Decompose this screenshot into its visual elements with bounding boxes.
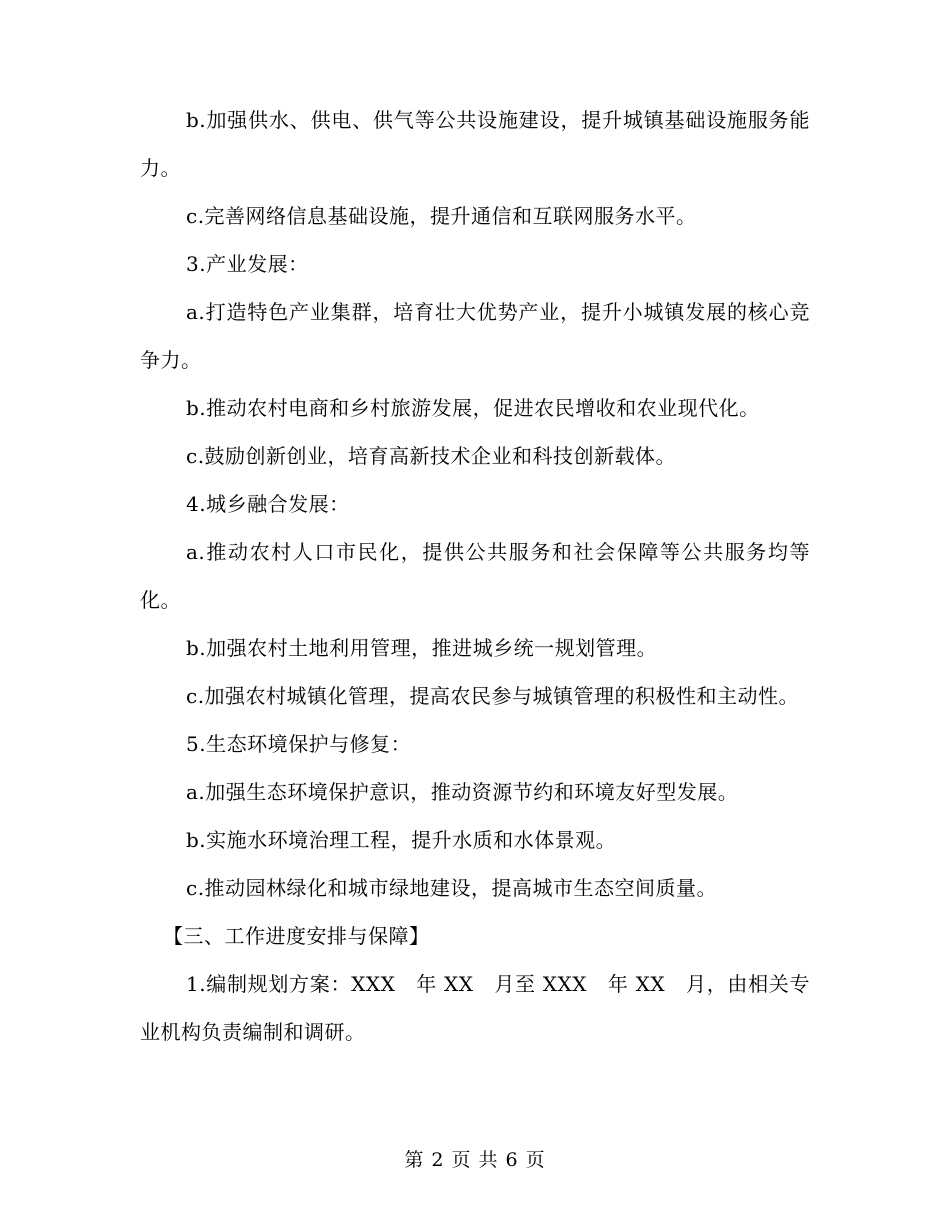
paragraph-item-c-network: c.完善网络信息基础设施，提升通信和互联网服务水平。 <box>186 204 697 228</box>
paragraph-item-b-utilities: b.加强供水、供电、供气等公共设施建设，提升城镇基础设施服务能力。 <box>140 108 810 180</box>
paragraph-item-c-greening: c.推动园林绿化和城市绿地建设，提高城市生态空间质量。 <box>186 876 718 900</box>
paragraph-item-c-innovation: c.鼓励创新创业，培育高新技术企业和科技创新载体。 <box>186 444 677 468</box>
paragraph-item-b-land-use: b.加强农村土地利用管理，推进城乡统一规划管理。 <box>186 636 658 660</box>
page-footer <box>0 1146 950 1174</box>
paragraph-item-b-ecommerce: b.推动农村电商和乡村旅游发展，促进农民增收和农业现代化。 <box>186 396 760 420</box>
page-number-label: 第 2 页 共 6 页 <box>404 1149 546 1171</box>
paragraph-item-a-industry-cluster: a.打造特色产业集群，培育壮大优势产业，提升小城镇发展的核心竞争力。 <box>140 300 810 372</box>
document-body <box>140 96 810 1056</box>
section-heading-schedule: 【三、工作进度安排与保障】 <box>163 924 430 948</box>
section-heading-urban-rural: 4.城乡融合发展： <box>186 492 350 516</box>
paragraph-item-a-citizenization: a.推动农村人口市民化，提供公共服务和社会保障等公共服务均等化。 <box>140 540 810 612</box>
section-heading-ecology: 5.生态环境保护与修复： <box>186 732 412 756</box>
paragraph-item-a-eco-awareness: a.加强生态环境保护意识，推动资源节约和环境友好型发展。 <box>186 780 739 804</box>
section-heading-industry: 3.产业发展： <box>186 252 309 276</box>
paragraph-item-c-urbanization: c.加强农村城镇化管理，提高农民参与城镇管理的积极性和主动性。 <box>186 684 800 708</box>
paragraph-item-1-planning: 1.编制规划方案：XXX 年 XX 月至 XXX 年 XX 月，由相关专业机构负责编制和调研。 <box>140 972 810 1044</box>
paragraph-item-b-water: b.实施水环境治理工程，提升水质和水体景观。 <box>186 828 617 852</box>
